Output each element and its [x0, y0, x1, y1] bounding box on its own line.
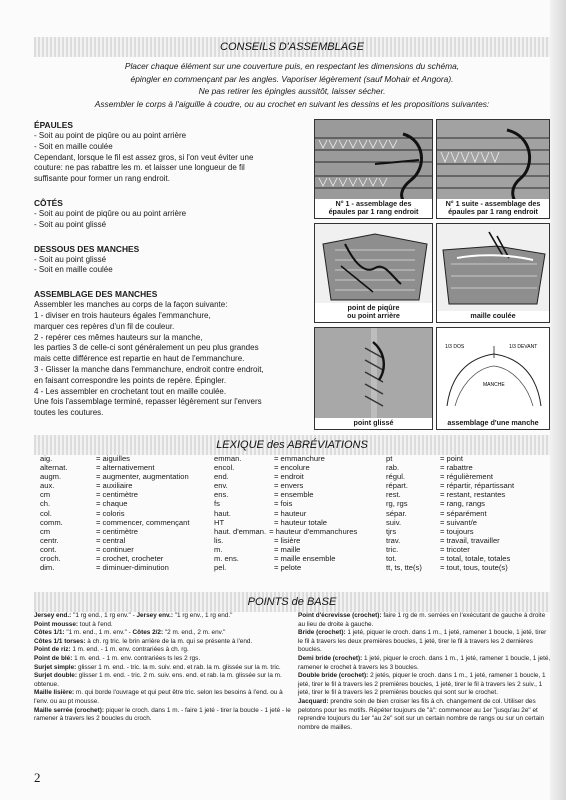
- abbreviation-meaning: = commencer, commençant: [96, 517, 190, 527]
- stitch-description: tout à l'end.: [78, 620, 113, 628]
- abbreviation-entry: [386, 509, 550, 518]
- abbreviation-entry: [386, 472, 550, 481]
- stitch-name: Jacquard:: [298, 697, 329, 705]
- title-lexique: [34, 435, 550, 455]
- abbreviation-meaning: = suivant/e: [440, 517, 477, 527]
- heading-assemblage-manches: ASSEMBLAGE DES MANCHES: [34, 289, 158, 300]
- abbreviation-key: tt, ts, tte(s): [386, 563, 422, 573]
- abbreviation-meaning: = travail, travailler: [440, 535, 500, 545]
- figure-caption: point de piqûre ou point arrière: [315, 303, 432, 322]
- abbreviation-key: haut. d'emman.: [214, 526, 267, 536]
- abbreviation-key: cm: [40, 490, 51, 500]
- abbreviation-meaning: = tricoter: [440, 544, 470, 554]
- abbreviation-meaning: = alternativement: [96, 463, 155, 473]
- stitch-definition: [34, 621, 292, 630]
- stitch-description: 1 jeté, piquer le croch. dans 1 m., 1 jeté, ramener 1 boucle, 1 jeté, ramener le crochet à travers les 3 boucles.: [298, 654, 551, 671]
- stitch-name: Surjet simple:: [34, 663, 77, 671]
- abbr-column-3: [386, 454, 550, 572]
- stitch-description: prendre soin de bien croiser les fils à ch. changement de col. Utiliser des pelotons pour les motifs. Répéter toujours de "à": commencer au 1er "jusqu'au 2e" et reprendre toujours du 1er "au 2e" soit sur un certain nombre de rangs ou sur un certain nombre de mailles.: [298, 697, 545, 731]
- abbreviation-meaning: = restant, restantes: [440, 490, 506, 500]
- abbreviation-entry: [40, 563, 208, 572]
- abbreviation-key: régul.: [386, 472, 405, 482]
- stitch-description: glisser 1 m. end. - tric. la m. suiv. end. et rab. la m. glissée sur la m. tric.: [76, 663, 281, 671]
- text-line: - Soit au point glissé: [34, 219, 107, 229]
- intro-line: épingler en commençant par les angles. Vaporiser légèrement (sauf Mohair et Angora).: [130, 73, 454, 84]
- abbreviation-entry: [386, 554, 550, 563]
- abbreviation-meaning: = maille ensemble: [274, 554, 336, 564]
- abbreviation-entry: [214, 490, 398, 499]
- abbreviation-entry: [40, 527, 208, 536]
- abbreviation-meaning: = augmenter, augmentation: [96, 472, 189, 482]
- intro-line: Assembler le corps à l'aiguille à coudre, ou au crochet en suivant les dessins et les propositions suivantes:: [94, 98, 490, 109]
- abbreviation-entry: [40, 509, 208, 518]
- figure-maille-coulee: [436, 223, 550, 323]
- sleeve-diagram: [437, 328, 550, 430]
- abbreviation-key: end.: [214, 472, 229, 482]
- page-number: 2: [34, 770, 41, 785]
- stitch-description: "1 rg end., 1 rg env." -: [71, 612, 137, 619]
- stitch-name: Point d'écrevisse (crochet):: [298, 612, 382, 619]
- abbreviation-key: HT: [214, 517, 225, 527]
- abbreviation-meaning: = emmanchure: [274, 454, 325, 463]
- text-line: 4 - Les assembler en crochetant tout en maille coulée.: [34, 386, 227, 396]
- abbreviation-meaning: = point: [440, 454, 464, 463]
- intro-line: Ne pas retirer les épingles aussitôt, laisser sécher.: [198, 86, 386, 97]
- stitch-definition: [298, 655, 552, 672]
- abbreviation-entry: [40, 499, 208, 508]
- figure-caption: assemblage d'une manche: [437, 418, 549, 429]
- abbreviation-meaning: = toujours: [440, 526, 474, 536]
- text-line: mais cette différence est repartie en haut de l'emmanchure.: [34, 354, 245, 364]
- abbreviation-entry: [214, 545, 398, 554]
- abbreviation-entry: [386, 527, 550, 536]
- abbreviation-entry: [214, 509, 398, 518]
- stitch-description: 1 m. end. - 1 m. env. contrariées ts les 2 rgs.: [72, 654, 201, 662]
- abbreviation-meaning: = rabattre: [440, 463, 473, 473]
- abbreviation-key: haut.: [214, 508, 231, 518]
- abbreviation-meaning: = coloris: [96, 508, 125, 518]
- label-devant: 1/3 DEVANT: [509, 344, 538, 350]
- stitch-name: Jersey end.:: [34, 612, 72, 619]
- abbreviation-key: rg, rgs: [386, 499, 408, 509]
- abbreviation-entry: [214, 554, 398, 563]
- abbreviation-entry: [40, 545, 208, 554]
- text-line: - Soit au point glissé: [34, 254, 107, 264]
- text-line: marquer ces repères d'un fil de couleur.: [34, 321, 175, 331]
- figure-caption: N° 1 - assemblage des épaules par 1 rang endroit: [315, 199, 432, 218]
- text-line: - Soit en maille coulée: [34, 141, 113, 151]
- abbreviation-entry: [40, 472, 208, 481]
- abbreviation-key: comm.: [40, 517, 63, 527]
- abbreviation-entry: [386, 499, 550, 508]
- stitch-definition: [34, 672, 292, 689]
- abbreviation-key: cm: [40, 526, 51, 536]
- abbreviation-key: emman.: [214, 454, 242, 463]
- abbreviation-key: pel.: [214, 563, 227, 573]
- stitch-definition: [34, 655, 292, 664]
- abbreviation-meaning: = central: [96, 535, 126, 545]
- stitch-name: Point mousse:: [34, 620, 79, 628]
- stitch-description: à ch. rg tric. le brin arrière de la m. qui se présente à l'end.: [85, 637, 253, 645]
- abbreviation-entry: [40, 454, 208, 463]
- abbreviation-entry: [40, 554, 208, 563]
- abbreviation-key: croch.: [40, 554, 61, 564]
- stitch-description: "2 m. end., 2 m. env.": [163, 629, 226, 637]
- abbreviation-meaning: = fois: [274, 499, 293, 509]
- abbreviation-key: centr.: [40, 535, 59, 545]
- abbreviation-key: fs: [214, 499, 220, 509]
- abbreviation-entry: [40, 518, 208, 527]
- text-line: - Soit au point de piqûre ou au point arrière: [34, 131, 187, 140]
- text-line: couture: ne pas rabattre les m. et laisser une longueur de fil: [34, 163, 245, 173]
- abbreviation-key: col.: [40, 508, 52, 518]
- abbreviation-key: aux.: [40, 481, 55, 491]
- points-base-left: [34, 612, 292, 724]
- abbreviation-key: augm.: [40, 472, 62, 482]
- stitch-definition: [298, 612, 552, 629]
- label-dos: 1/3 DOS: [445, 344, 465, 350]
- stitch-name: Côtes 1/1:: [34, 629, 65, 637]
- abbreviation-key: m.: [214, 544, 223, 554]
- abbreviation-meaning: = aiguilles: [96, 454, 130, 463]
- stitch-description: 2 jetés, piquer le croch. dans 1 m., 1 jeté, ramener 1 boucle, 1 jeté, tirer le fil à travers les 2 premières boucles, 1 jeté, tirer le fil à travers les 2 suiv., 1 jeté, tirer le fil à travers les 2 premières boucles qui sont sur le crochet.: [298, 672, 546, 697]
- abbreviation-entry: [214, 481, 398, 490]
- stitch-name: Jersey env.:: [136, 612, 173, 619]
- abbreviation-entry: [40, 481, 208, 490]
- stitch-definition: [34, 638, 292, 647]
- abbreviation-entry: [386, 518, 550, 527]
- abbreviation-entry: [386, 463, 550, 472]
- abbreviation-entry: [40, 463, 208, 472]
- abbr-column-2: [214, 454, 398, 572]
- abbreviation-key: tric.: [386, 544, 399, 554]
- stitch-name: Maille serrée (crochet):: [34, 706, 104, 714]
- text-line: Une fois l'assemblage terminé, repasser légèrement sur l'envers: [34, 397, 262, 407]
- abbreviation-meaning: = tout, tous, toute(s): [440, 563, 508, 573]
- abbreviation-meaning: = total, totale, totales: [440, 554, 511, 564]
- abbreviation-entry: [386, 490, 550, 499]
- knit-illustration: [315, 328, 433, 430]
- label-manche: MANCHE: [483, 382, 505, 388]
- abbreviation-meaning: = diminuer-diminution: [96, 563, 169, 573]
- stitch-name: Côtes 1/1 torses:: [34, 637, 86, 645]
- abbreviation-key: cont.: [40, 544, 57, 554]
- abbreviation-meaning: = encolure: [274, 463, 310, 473]
- stitch-name: Double bride (crochet):: [298, 672, 369, 680]
- stitch-description: piquer le croch. dans 1 m. - faire 1 jeté - tirer la boucle - 1 jeté - le ramener à travers les 2 boucles du croch.: [34, 706, 291, 723]
- abbreviation-entry: [214, 563, 398, 572]
- figure-point-piqure: [314, 223, 433, 323]
- abbreviation-key: suiv.: [386, 517, 402, 527]
- title-text: LEXIQUE des ABRÉVIATIONS: [216, 439, 368, 451]
- abbreviation-meaning: = crochet, crocheter: [96, 554, 164, 564]
- figure-point-glisse: [314, 327, 433, 430]
- text-line: toutes les coutures.: [34, 408, 104, 418]
- text-line: - Soit en maille coulée: [34, 265, 113, 275]
- stitch-name: Maille lisière:: [34, 689, 75, 697]
- abbreviation-key: env.: [214, 481, 228, 491]
- text-line: 2 - repérer ces mêmes hauteurs sur la manche,: [34, 332, 203, 342]
- stitch-definition: [34, 646, 292, 655]
- stitch-name: Bride (crochet):: [298, 629, 346, 637]
- abbreviation-key: tot.: [386, 554, 397, 564]
- abbreviation-entry: [386, 563, 550, 572]
- abbreviation-entry: [214, 463, 398, 472]
- title-text: POINTS de BASE: [247, 596, 337, 608]
- figure-caption: point glissé: [315, 418, 432, 429]
- figure-epaules-2: [436, 119, 550, 219]
- stitch-description: "1 rg env., 1 rg end.": [172, 612, 233, 619]
- abbr-column-1: [40, 454, 208, 572]
- abbreviation-meaning: = auxiliaire: [96, 481, 133, 491]
- abbreviation-meaning: = centimètre: [96, 490, 138, 500]
- stitch-description: 1 jeté, piquer le croch. dans 1 m., 1 jeté, ramener 1 boucle, 1 jeté, tirer le fil à travers les deux premières boucles, 1 jeté, tirer le fil à travers les 2 dernières boucles.: [298, 629, 547, 654]
- abbreviation-key: dim.: [40, 563, 55, 573]
- abbreviation-key: pt: [386, 454, 393, 463]
- abbreviation-meaning: = centimètre: [96, 526, 138, 536]
- abbreviation-entry: [386, 454, 550, 463]
- abbreviation-key: rab.: [386, 463, 400, 473]
- figure-epaules-1: [314, 119, 433, 219]
- stitch-description: glisser 1 m. end. - tric. 2 m. suiv. ens. end. et rab. la m. glissée sur la m. obtenue.: [34, 672, 282, 688]
- points-base-right: [298, 612, 552, 732]
- abbreviation-entry: [386, 481, 550, 490]
- abbreviation-key: sépar.: [386, 508, 407, 518]
- abbreviation-key: trav.: [386, 535, 401, 545]
- title-points-base: [34, 592, 550, 612]
- knit-illustration: [437, 224, 550, 323]
- heading-epaules: ÉPAULES: [34, 120, 73, 130]
- stitch-definition: [298, 672, 552, 698]
- heading-dessous-manches: DESSOUS DES MANCHES: [34, 243, 140, 254]
- abbreviation-meaning: = répartir, répartissant: [440, 481, 515, 491]
- title-text: CONSEILS D'ASSEMBLAGE: [220, 41, 364, 53]
- figure-assemblage-manche: [436, 327, 550, 430]
- text-line: Cependant, lorsque le fil est assez gros, si l'on veut éviter une: [34, 152, 254, 162]
- abbreviation-meaning: = pelote: [274, 563, 302, 573]
- stitch-description: "1 m. end., 1 m. env." -: [64, 629, 133, 637]
- abbreviation-meaning: = séparément: [440, 508, 487, 518]
- abbreviation-entry: [214, 527, 398, 536]
- abbreviation-key: ch.: [40, 499, 51, 509]
- stitch-definition: [34, 664, 292, 673]
- abbreviation-key: m. ens.: [214, 554, 239, 564]
- text-line: - Soit au point de piqûre ou au point arrière: [34, 208, 187, 218]
- abbreviation-entry: [214, 454, 398, 463]
- abbreviation-key: alternat.: [40, 463, 68, 473]
- abbreviation-meaning: = hauteur d'emmanchures: [269, 526, 358, 536]
- figure-caption: N° 1 suite - assemblage des épaules par 1 rang endroit: [437, 199, 549, 218]
- title-conseils-assemblage: [34, 37, 550, 57]
- abbreviation-meaning: = ensemble: [274, 490, 314, 500]
- abbreviation-entry: [214, 499, 398, 508]
- stitch-definition: [298, 698, 552, 732]
- abbreviation-meaning: = rang, rangs: [440, 499, 485, 509]
- abbreviation-key: ens.: [214, 490, 229, 500]
- abbreviation-key: lis.: [214, 535, 224, 545]
- intro-text: [34, 60, 550, 110]
- text-line: 1 - diviser en trois hauteurs égales l'emmanchure,: [34, 310, 211, 320]
- abbreviation-entry: [386, 545, 550, 554]
- intro-line: Placer chaque élément sur une couverture puis, en respectant les dimensions du schéma,: [124, 61, 460, 71]
- abbreviation-meaning: = régulièrement: [440, 472, 493, 482]
- abbreviation-meaning: = chaque: [96, 499, 128, 509]
- stitch-definition: [34, 689, 292, 706]
- text-line: suffisante pour former un rang endroit.: [34, 174, 170, 184]
- text-line: en faisant correspondre les points de repère. Épingler.: [34, 375, 227, 385]
- assembly-instructions: [34, 120, 308, 419]
- abbreviation-entry: [386, 536, 550, 545]
- stitch-description: m. qui borde l'ouvrage et qui peut être tric. selon les besoins à l'end. ou à l'env. ou au pt mousse.: [34, 689, 283, 705]
- stitch-description: faire 1 rg de m. serrées en l'exécutant de gauche à droite au lieu de droite à gauche.: [298, 612, 546, 628]
- stitch-name: Côtes 2/2:: [132, 629, 164, 637]
- stitch-definition: [298, 629, 552, 655]
- text-line: Assembler les manches au corps de la façon suivante:: [34, 300, 228, 310]
- abbreviation-key: répart.: [386, 481, 408, 491]
- abbreviation-key: aig.: [40, 454, 53, 463]
- abbreviation-entry: [40, 536, 208, 545]
- stitch-name: Surjet double:: [34, 672, 77, 680]
- stitch-description: 1 m. end. - 1 m. env. contrariées à ch. rg.: [70, 646, 189, 654]
- stitch-definition: [34, 629, 292, 638]
- stitch-definition: [34, 612, 292, 621]
- page-edge-shadow: [550, 0, 566, 800]
- abbreviation-meaning: = hauteur: [274, 508, 307, 518]
- stitch-name: Demi bride (crochet):: [298, 654, 363, 662]
- text-line: les parties 3 de celle-ci sont généralement un peu plus grandes: [34, 343, 259, 353]
- abbreviation-meaning: = hauteur totale: [274, 517, 327, 527]
- abbreviation-meaning: = maille: [274, 544, 301, 554]
- abbreviation-entry: [40, 490, 208, 499]
- abbreviation-entry: [214, 518, 398, 527]
- abbreviation-meaning: = continuer: [96, 544, 134, 554]
- abbreviation-meaning: = endroit: [274, 472, 304, 482]
- abbreviation-meaning: = envers: [274, 481, 304, 491]
- abbreviation-key: rest.: [386, 490, 401, 500]
- abbreviation-entry: [214, 472, 398, 481]
- abbreviation-key: tjrs: [386, 526, 397, 536]
- figure-caption: maille coulée: [437, 311, 549, 322]
- text-line: 3 - Glisser la manche dans l'emmanchure, endroit contre endroit,: [34, 364, 264, 374]
- stitch-name: Point de riz:: [34, 646, 71, 654]
- abbreviation-entry: [214, 536, 398, 545]
- stitch-definition: [34, 707, 292, 724]
- abbreviation-meaning: = lisière: [274, 535, 301, 545]
- heading-cotes: CÔTÉS: [34, 197, 63, 208]
- abbreviation-key: encol.: [214, 463, 235, 473]
- stitch-name: Point de blé:: [34, 654, 73, 662]
